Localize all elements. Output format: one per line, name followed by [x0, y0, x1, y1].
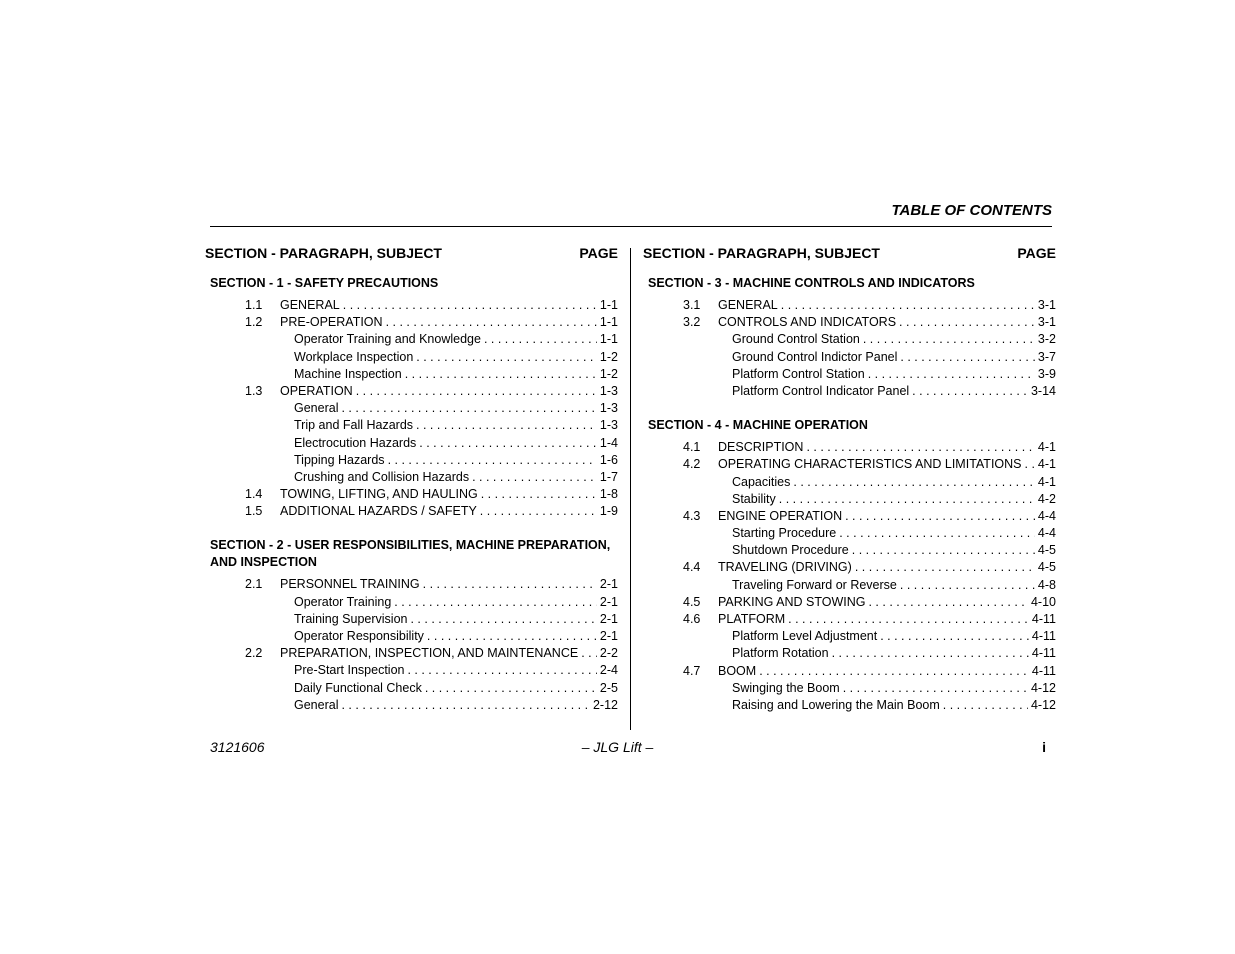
- entry-page: 2-5: [599, 680, 618, 695]
- toc-column-left: [205, 244, 618, 714]
- entry-title: GENERAL: [280, 298, 340, 312]
- toc-entry[interactable]: [643, 314, 1056, 331]
- dot-leader: [855, 559, 1035, 576]
- entry-title: Operator Training: [294, 594, 392, 609]
- entry-page: 4-2: [1037, 491, 1056, 506]
- dot-leader: [788, 611, 1029, 628]
- toc-subentry[interactable]: [643, 366, 1056, 383]
- dot-leader: [793, 474, 1035, 491]
- entry-title: Starting Procedure: [732, 526, 837, 541]
- toc-entry[interactable]: [205, 503, 618, 520]
- entry-title: PLATFORM: [718, 612, 786, 626]
- toc-subentry[interactable]: [205, 680, 618, 697]
- toc-entry[interactable]: [205, 645, 618, 662]
- entry-page: 2-12: [592, 697, 618, 712]
- entry-title: DESCRIPTION: [718, 440, 804, 455]
- entry-title: TOWING, LIFTING, AND HAULING: [280, 487, 478, 502]
- entry-page: 1-9: [599, 504, 618, 519]
- dot-leader: [341, 697, 589, 714]
- toc-entry[interactable]: [643, 297, 1056, 314]
- entry-title: OPERATING CHARACTERISTICS AND LIMITATIONS: [718, 457, 1022, 472]
- entry-page: 3-7: [1037, 349, 1056, 364]
- entry-title: Electrocution Hazards: [294, 435, 417, 450]
- footer-brand: – JLG Lift –: [581, 739, 654, 755]
- dot-leader: [472, 469, 597, 486]
- section-title: SECTION - 2 - USER RESPONSIBILITIES, MACHINE PREPARATION, AND INSPECTION: [210, 538, 611, 570]
- dot-leader: [912, 383, 1028, 400]
- entry-page: 2-1: [599, 577, 618, 592]
- section-title: SECTION - 4 - MACHINE OPERATION: [648, 418, 868, 433]
- dot-leader: [1025, 456, 1035, 473]
- entry-number: 4.7: [683, 663, 701, 678]
- dot-leader: [806, 439, 1034, 456]
- entry-page: 1-2: [599, 349, 618, 364]
- entry-title: Crushing and Collision Hazards: [294, 469, 470, 484]
- toc-subentry[interactable]: [205, 349, 618, 366]
- entry-page: 4-12: [1030, 680, 1056, 695]
- dot-leader: [781, 297, 1035, 314]
- toc-entry[interactable]: [643, 439, 1056, 456]
- entry-page: 1-1: [599, 332, 618, 347]
- dot-leader: [863, 331, 1035, 348]
- entry-page: 4-10: [1030, 594, 1056, 609]
- entry-page: 1-1: [599, 315, 618, 330]
- column-header: [205, 244, 618, 264]
- toc-entry[interactable]: [643, 594, 1056, 611]
- entry-number: 4.4: [683, 560, 701, 575]
- entry-page: 4-5: [1037, 560, 1056, 575]
- entry-number: 4.3: [683, 508, 701, 523]
- dot-leader: [386, 314, 597, 331]
- dot-leader: [343, 297, 597, 314]
- entry-number: 3.1: [683, 298, 701, 312]
- dot-leader: [356, 383, 597, 400]
- toc-subentry[interactable]: [643, 628, 1056, 645]
- dot-leader: [416, 349, 597, 366]
- entry-page: 1-3: [599, 383, 618, 398]
- toc-subentry[interactable]: [643, 577, 1056, 594]
- entry-title: Platform Level Adjustment: [732, 629, 878, 644]
- toc-subentry[interactable]: [205, 417, 618, 434]
- entry-page: 2-2: [599, 646, 618, 661]
- toc-entry[interactable]: [205, 314, 618, 331]
- entry-page: 4-4: [1037, 526, 1056, 541]
- toc-subentry[interactable]: [205, 594, 618, 611]
- entry-title: TRAVELING (DRIVING): [718, 560, 852, 575]
- entry-number: 3.2: [683, 315, 701, 330]
- toc-subentry[interactable]: [643, 383, 1056, 400]
- entry-title: PREPARATION, INSPECTION, AND MAINTENANCE: [280, 646, 579, 661]
- toc-entry[interactable]: [205, 383, 618, 400]
- entry-title: Shutdown Procedure: [732, 543, 849, 558]
- toc-entry[interactable]: [205, 486, 618, 503]
- entry-number: 4.1: [683, 440, 701, 455]
- entry-number: 4.6: [683, 612, 701, 626]
- entry-title: General: [294, 697, 339, 712]
- dot-leader: [900, 577, 1035, 594]
- toc-entry[interactable]: [205, 576, 618, 593]
- toc-subentry[interactable]: [205, 611, 618, 628]
- column-header-page: PAGE: [1017, 245, 1056, 261]
- entry-title: Raising and Lowering the Main Boom: [732, 697, 940, 712]
- entry-title: PARKING AND STOWING: [718, 594, 866, 609]
- toc-subentry[interactable]: [643, 680, 1056, 697]
- section-title: SECTION - 1 - SAFETY PRECAUTIONS: [210, 276, 439, 290]
- dot-leader: [416, 417, 597, 434]
- dot-leader: [759, 663, 1029, 680]
- entry-page: 1-2: [599, 366, 618, 381]
- entry-page: 3-1: [1037, 315, 1056, 330]
- toc-entry[interactable]: [643, 508, 1056, 525]
- toc-entry[interactable]: [643, 611, 1056, 628]
- entry-page: 1-7: [599, 469, 618, 484]
- dot-leader: [779, 491, 1035, 508]
- page-title: TABLE OF CONTENTS: [891, 202, 1052, 219]
- entry-title: Platform Control Indicator Panel: [732, 383, 910, 398]
- entry-title: General: [294, 401, 339, 416]
- entry-page: 1-3: [599, 401, 618, 416]
- entry-page: 3-9: [1037, 366, 1056, 381]
- entry-page: 4-1: [1037, 440, 1056, 455]
- dot-leader: [839, 525, 1035, 542]
- entry-title: ENGINE OPERATION: [718, 508, 843, 523]
- entry-number: 4.5: [683, 594, 701, 609]
- toc-subentry[interactable]: [643, 542, 1056, 559]
- entry-title: PRE-OPERATION: [280, 315, 383, 330]
- dot-leader: [388, 452, 597, 469]
- dot-leader: [943, 697, 1028, 714]
- entry-title: Swinging the Boom: [732, 680, 840, 695]
- entry-page: 4-11: [1031, 612, 1056, 626]
- dot-leader: [852, 542, 1035, 559]
- toc-entry[interactable]: [643, 663, 1056, 680]
- entry-number: 4.2: [683, 457, 701, 472]
- dot-leader: [832, 645, 1029, 662]
- toc-subentry[interactable]: [205, 331, 618, 348]
- dot-leader: [843, 680, 1028, 697]
- entry-title: Ground Control Station: [732, 332, 860, 347]
- dot-leader: [341, 400, 596, 417]
- entry-page: 4-4: [1037, 508, 1056, 523]
- entry-title: Workplace Inspection: [294, 349, 414, 364]
- column-header: [643, 244, 1056, 264]
- entry-page: 3-1: [1037, 298, 1056, 312]
- dot-leader: [868, 594, 1027, 611]
- entry-number: 1.3: [245, 383, 263, 398]
- entry-page: 4-12: [1030, 697, 1056, 712]
- entry-page: 4-11: [1031, 663, 1056, 678]
- doc-number: 3121606: [210, 739, 265, 755]
- entry-page: 4-11: [1031, 629, 1056, 644]
- entry-title: Capacities: [732, 474, 791, 489]
- entry-page: 3-14: [1030, 383, 1056, 398]
- dot-leader: [423, 576, 597, 593]
- column-header-page: PAGE: [579, 245, 618, 261]
- entry-page: 1-8: [599, 487, 618, 502]
- toc-column-right: [643, 244, 1056, 714]
- toc-subentry[interactable]: [643, 349, 1056, 366]
- column-header-subject: SECTION - PARAGRAPH, SUBJECT: [643, 245, 880, 261]
- entry-title: Platform Control Station: [732, 366, 865, 381]
- toc-subentry[interactable]: [205, 662, 618, 679]
- toc-entry[interactable]: [205, 297, 618, 314]
- dot-leader: [845, 508, 1035, 525]
- dot-leader: [427, 628, 597, 645]
- toc-subentry[interactable]: [205, 400, 618, 417]
- toc-subentry[interactable]: [643, 645, 1056, 662]
- entry-title: OPERATION: [280, 383, 353, 398]
- toc-subentry[interactable]: [643, 697, 1056, 714]
- entry-page: 1-6: [599, 452, 618, 467]
- toc-subentry[interactable]: [205, 697, 618, 714]
- dot-leader: [425, 680, 597, 697]
- header-rule: [210, 226, 1052, 227]
- entry-page: 4-1: [1037, 474, 1056, 489]
- toc-entry[interactable]: [643, 456, 1056, 473]
- entry-title: Traveling Forward or Reverse: [732, 577, 897, 592]
- toc-subentry[interactable]: [205, 628, 618, 645]
- entry-title: Platform Rotation: [732, 646, 829, 661]
- entry-number: 1.1: [245, 298, 263, 312]
- entry-title: BOOM: [718, 663, 757, 678]
- dot-leader: [868, 366, 1035, 383]
- entry-number: 1.5: [245, 504, 263, 519]
- entry-title: Tipping Hazards: [294, 452, 385, 467]
- toc-entry[interactable]: [643, 559, 1056, 576]
- entry-title: ADDITIONAL HAZARDS / SAFETY: [280, 504, 477, 519]
- dot-leader: [880, 628, 1029, 645]
- entry-number: 2.1: [245, 577, 263, 592]
- entry-title: GENERAL: [718, 298, 778, 312]
- toc-subentry[interactable]: [205, 452, 618, 469]
- entry-page: 1-3: [599, 418, 618, 433]
- dot-leader: [581, 645, 597, 662]
- entry-page: 2-1: [599, 611, 618, 626]
- column-header-subject: SECTION - PARAGRAPH, SUBJECT: [205, 245, 442, 261]
- entry-title: Operator Training and Knowledge: [294, 332, 481, 347]
- toc-body-left: [205, 275, 618, 714]
- entry-title: Training Supervision: [294, 611, 408, 626]
- column-divider: [630, 248, 631, 730]
- entry-page: 4-11: [1031, 646, 1056, 661]
- dot-leader: [407, 662, 596, 679]
- entry-page: 4-8: [1037, 577, 1056, 592]
- entry-title: CONTROLS AND INDICATORS: [718, 315, 897, 330]
- toc-subentry[interactable]: [643, 525, 1056, 542]
- entry-title: PERSONNEL TRAINING: [280, 577, 420, 592]
- entry-title: Stability: [732, 491, 776, 506]
- toc-subentry[interactable]: [643, 474, 1056, 491]
- entry-title: Daily Functional Check: [294, 680, 422, 695]
- entry-page: 2-1: [599, 594, 618, 609]
- dot-leader: [410, 611, 596, 628]
- dot-leader: [899, 314, 1035, 331]
- dot-leader: [394, 594, 597, 611]
- entry-title: Trip and Fall Hazards: [294, 418, 414, 433]
- entry-page: 3-2: [1037, 332, 1056, 347]
- dot-leader: [419, 435, 597, 452]
- entry-page: 4-5: [1037, 543, 1056, 558]
- dot-leader: [480, 503, 597, 520]
- entry-number: 1.4: [245, 487, 263, 502]
- entry-page: 2-1: [599, 629, 618, 643]
- entry-number: 1.2: [245, 315, 263, 330]
- entry-page: 1-1: [599, 298, 618, 312]
- entry-page: 4-1: [1037, 457, 1056, 472]
- toc-subentry[interactable]: [205, 469, 618, 486]
- section-title: SECTION - 3 - MACHINE CONTROLS AND INDICATORS: [648, 276, 975, 290]
- entry-page: 1-4: [599, 435, 618, 450]
- dot-leader: [481, 486, 597, 503]
- entry-number: 2.2: [245, 646, 263, 661]
- toc-subentry[interactable]: [205, 366, 618, 383]
- entry-title: Ground Control Indictor Panel: [732, 349, 898, 364]
- dot-leader: [405, 366, 597, 383]
- toc-body-right: [643, 275, 1056, 714]
- dot-leader: [484, 331, 597, 348]
- toc-subentry[interactable]: [643, 331, 1056, 348]
- entry-title: Machine Inspection: [294, 366, 402, 381]
- dot-leader: [900, 349, 1035, 366]
- toc-subentry[interactable]: [643, 491, 1056, 508]
- entry-title: Operator Responsibility: [294, 629, 424, 643]
- entry-page: 2-4: [599, 663, 618, 678]
- entry-title: Pre-Start Inspection: [294, 663, 405, 678]
- toc-subentry[interactable]: [205, 435, 618, 452]
- page-number: i: [1042, 739, 1046, 755]
